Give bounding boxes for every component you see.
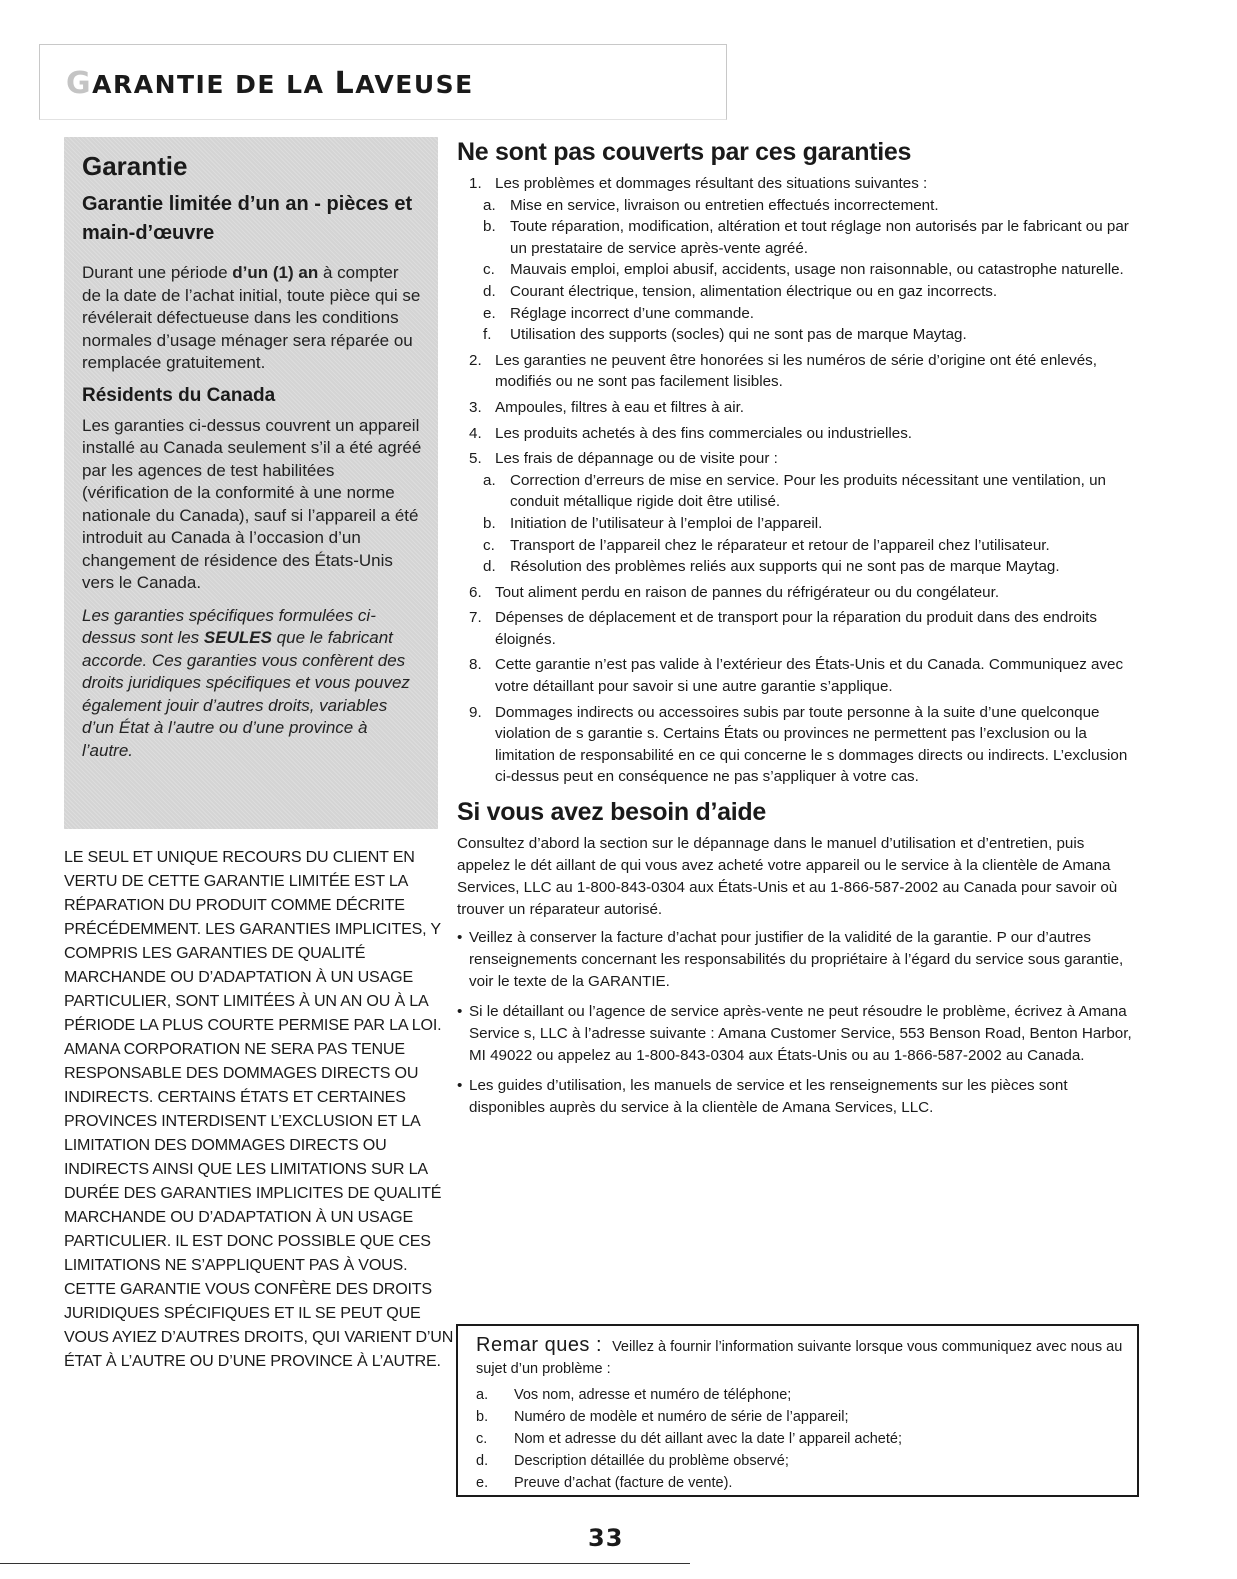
exclusion-subitem [470,556,1132,578]
remarks-letter: b. [476,1409,489,1425]
exclusion-item [457,173,1132,346]
remarks-label: Remar ques : [476,1334,603,1356]
subitem-letter: b. [483,218,496,236]
remarks-letter: e. [476,1475,489,1491]
right-column [457,138,1132,1127]
title-part-1: ARANTIE DE LA [92,70,335,99]
exclusion-subitem [470,535,1132,557]
subitem-text: Utilisation des supports (socles) qui ne sont pas de marque Maytag. [510,326,967,344]
subitem-letter: a. [483,196,496,214]
exclusion-item [457,397,1132,419]
help-bullet-text: Les guides d’utilisation, les manuels de service et les renseignements sur les pièces sont disponibles auprès du service à la clientèle de Amana Services, LLC. [469,1077,1068,1117]
help-intro: Consultez d’abord la section sur le dépannage dans le manuel d’utilisation et d’entretien, puis appelez le dét aillant de qui vous avez acheté votre appareil ou le service à la clientèle de Amana Services, LLC au 1-800-843-0304 aux États-Unis et au 1-866-587-2002 au Canada pour savoir où trouver un réparateur autorisé. [457,835,1118,919]
remarks-list [476,1384,1125,1494]
subitem-letter: d. [483,282,496,300]
help-bullet-text: Veillez à conserver la facture d’achat pour justifier de la validité de la garantie. P our d’autres renseignements concernant les responsabilités du propriétaire à l’égard du service sous garantie, voir le texte de la GARANTIE. [469,929,1124,991]
exclusion-item [457,607,1132,650]
subitem-letter: b. [483,514,496,532]
exclusion-text: Cette garantie n’est pas valide à l’extérieur des États-Unis et du Canada. Communiquez avec votre détaillant pour savoir si une autre garantie s’applique. [495,656,1124,696]
exclusion-text: Les problèmes et dommages résultant des situations suivantes : [495,175,928,192]
help-bullet [457,1001,1132,1067]
subitem-letter: c. [483,261,495,279]
exclusion-item [457,654,1132,697]
note-emphasis: SEULES [203,628,272,647]
exclusion-subitem [470,281,1132,303]
exclusion-number: 5. [469,450,482,468]
exclusion-subitem [470,324,1132,346]
note-text-2: que le fabricant accorde. Ces garanties vous confèrent des droits juridiques spécifiques et vous pouvez également jouir d’autres droits, variables d’un État à l’autre ou d’une province à l’autre. [82,628,410,760]
remarks-letter: c. [476,1431,488,1447]
warranty-text-1: Durant une période [82,263,233,282]
remarks-box [456,1324,1139,1497]
exclusion-number: 7. [469,609,482,627]
remarks-text: Nom et adresse du dét aillant avec la date l’ appareil acheté; [514,1431,902,1447]
warranty-title: Garantie [82,151,188,181]
bullet-dot: • [457,1077,463,1095]
help-bullets [457,927,1132,1119]
exclusion-text: Les frais de dépannage ou de visite pour : [495,450,778,468]
remarks-intro [476,1334,1125,1380]
help-bullet [457,1075,1132,1119]
page-number: 33 [588,1524,624,1552]
remarks-text: Vos nom, adresse et numéro de téléphone; [514,1387,792,1403]
title-initial: G [66,66,93,101]
subitem-text: Réglage incorrect d’une commande. [510,304,754,322]
exclusions-list [457,173,1132,788]
exclusion-text: Tout aliment perdu en raison de pannes du réfrigérateur ou du congélateur. [495,583,1000,601]
canada-paragraph: Les garanties ci-dessus couvrent un appareil installé au Canada seulement s’il a été agréé par les agences de test habilitées (vérification de la conformité à une norme nationale du Canada), sauf si l’appareil a été introduit au Canada à l’occasion d’un changement de résidence des États-Unis vers le Canada. [82,415,422,592]
exclusion-item [457,350,1132,393]
title-initial-2: L [334,66,356,101]
note-text-1: Les garanties spécifiques formulées ci-dessus sont les [82,605,376,647]
exclusion-number: 3. [469,398,482,416]
legal-disclaimer: LE SEUL ET UNIQUE RECOURS DU CLIENT EN VERTU DE CETTE GARANTIE LIMITÉE EST LA RÉPARATION DU PRODUIT COMME DÉCRITE PRÉCÉDEMMENT. LES GARANTIES IMPLICITES, Y COMPRIS LES GARANTIES DE QUALITÉ MARCHANDE OU D’ADAPTATION À UN USAGE PARTICULIER, SONT LIMITÉES À UN AN OU À LA PÉRIODE LA PLUS COURTE PERMISE PAR LA LOI. AMANA CORPORATION NE SERA PAS TENUE RESPONSABLE DES DOMMAGES DIRECTS OU INDIRECTS. CERTAINS ÉTATS ET CERTAINES PROVINCES INTERDISENT L’EXCLUSION ET LA LIMITATION DES DOMMAGES DIRECTS OU INDIRECTS AINSI QUE LES LIMITATIONS SUR LA DURÉE DES GARANTIES IMPLICITES DE QUALITÉ MARCHANDE OU D’ADAPTATION À UN USAGE PARTICULIER. IL EST DONC POSSIBLE QUE CES LIMITATIONS NE S’APPLIQUENT PAS À VOUS. CETTE GARANTIE VOUS CONFÈRE DES DROITS JURIDIQUES SPÉCIFIQUES ET IL SE PEUT QUE VOUS AYIEZ D’AUTRES DROITS, QUI VARIENT D’UN ÉTAT À L’AUTRE OU D’UNE PROVINCE À L’AUTRE. [64,848,454,1370]
exclusion-number: 8. [469,656,482,674]
subitem-text: Initiation de l’utilisateur à l’emploi de l’appareil. [510,514,823,532]
warranty-text-2: à compter de la date de l’achat initial, toute pièce qui se révélerait défectueuse dans les conditions normales d’usage ménager sera réparée ou remplacée gratuitement. [82,263,421,372]
subitem-text: Toute réparation, modification, altération et tout réglage non autorisés par le fabricant ou par un prestataire de service après-vente agréé. [510,218,1129,257]
subitem-text: Courant électrique, tension, alimentation électrique ou en gaz incorrects. [510,282,998,300]
remarks-letter: a. [476,1387,489,1403]
page-title [66,66,474,101]
exclusion-text: Les garanties ne peuvent être honorées si les numéros de série d’origine ont été enlevés, modifiés ou ne sont pas facilement lisibles. [495,351,1097,391]
remarks-item [476,1428,1125,1450]
exclusion-item [457,448,1132,578]
remarks-item [476,1450,1125,1472]
subitem-text: Transport de l’appareil chez le réparateur et retour de l’appareil chez l’utilisateur. [510,536,1050,554]
remarks-item [476,1472,1125,1494]
exclusions-heading: Ne sont pas couverts par ces garanties [457,138,912,166]
specific-warranty-note [82,605,422,763]
exclusion-item [457,702,1132,788]
help-bullet [457,927,1132,993]
exclusion-number: 4. [469,424,482,442]
subitem-letter: a. [483,471,496,489]
exclusion-subitem [470,259,1132,281]
bullet-dot: • [457,1003,463,1021]
remarks-text: Numéro de modèle et numéro de série de l’appareil; [514,1409,849,1425]
remarks-intro-text: Veillez à fournir l’information suivante lorsque vous communiquez avec nous au sujet d’un problème : [476,1339,1123,1377]
subitem-letter: d. [483,558,496,576]
bottom-rule [0,1563,690,1564]
subitem-text: Correction d’erreurs de mise en service. Pour les produits nécessitant une ventilation, un conduit métallique rigide doit être utilisé. [510,471,1106,511]
remarks-item [476,1406,1125,1428]
warranty-subtitle: Garantie limitée d’un an - pièces et main-d’œuvre [82,193,413,244]
exclusion-sublist [483,470,1132,578]
help-heading: Si vous avez besoin d’aide [457,798,766,827]
exclusion-number: 2. [469,351,482,369]
exclusion-subitem [470,513,1132,535]
subitem-letter: f. [483,326,492,344]
exclusion-subitem [470,470,1132,513]
exclusion-subitem [470,303,1132,325]
subitem-text: Mauvais emploi, emploi abusif, accidents, usage non raisonnable, ou catastrophe naturelle. [510,261,1124,279]
exclusion-text: Les produits achetés à des fins commerciales ou industrielles. [495,424,913,442]
remarks-item [476,1384,1125,1406]
subitem-letter: c. [483,536,495,554]
exclusion-number: 9. [469,703,482,721]
warranty-duration: d’un (1) an [232,263,319,282]
warranty-paragraph [82,262,422,375]
exclusion-text: Dommages indirects ou accessoires subis par toute personne à la suite d’une quelconque violation de s garantie s. Certains États ou provinces ne permettent pas l’exclusion ou la limitation de responsabilité en ce qui concerne le s dommages directs ou indirects. L’exclusion ci-dessus peut en conséquence ne pas s’appliquer à votre cas. [495,703,1128,786]
exclusion-text: Dépenses de déplacement et de transport pour la réparation du produit dans des endroits éloignés. [495,609,1097,648]
subitem-text: Résolution des problèmes reliés aux supports qui ne sont pas de marque Maytag. [510,558,1060,576]
warranty-sidebar [64,137,438,829]
subitem-text: Mise en service, livraison ou entretien effectués incorrectement. [510,196,939,214]
exclusion-subitem [470,216,1132,259]
bullet-dot: • [457,929,463,947]
exclusion-number: 1. [469,175,482,192]
subitem-letter: e. [483,304,496,322]
exclusion-text: Ampoules, filtres à eau et filtres à air. [495,398,745,416]
exclusion-sublist [483,195,1132,346]
exclusion-item [457,423,1132,445]
exclusion-subitem [470,195,1132,217]
exclusion-item [457,582,1132,604]
remarks-letter: d. [476,1453,489,1469]
title-part-2: AVEUSE [355,70,474,99]
remarks-text: Preuve d’achat (facture de vente). [514,1475,733,1491]
canada-heading: Résidents du Canada [82,384,276,406]
help-bullet-text: Si le détaillant ou l’agence de service après-vente ne peut résoudre le problème, écrivez à Amana Service s, LLC à l’adresse suivante : Amana Customer Service, 553 Benson Road, Benton Harbor, MI 49022 ou appelez au 1-800-843-0304 aux États-Unis ou au 1-866-587-2002 au Canada. [469,1003,1132,1065]
remarks-text: Description détaillée du problème observé; [514,1453,789,1469]
exclusion-number: 6. [469,583,482,601]
